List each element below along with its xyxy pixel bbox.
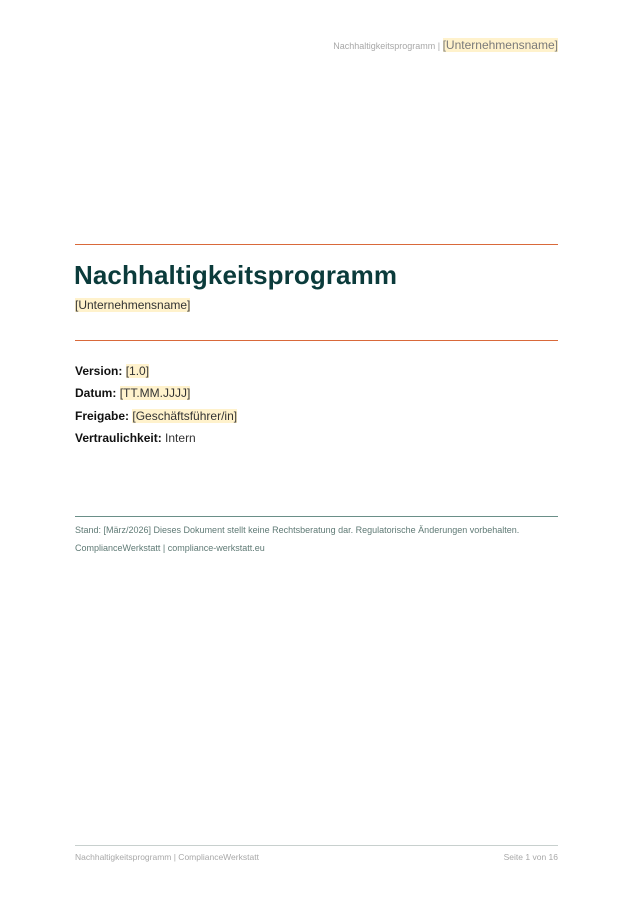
page-header (333, 38, 558, 52)
footer-rule (75, 845, 558, 846)
meta-label: Freigabe: (75, 409, 130, 423)
page-number: Seite 1 von 16 (503, 852, 558, 862)
disclaimer-text: Stand: [März/2026] Dieses Dokument stellt keine Rechtsberatung dar. Regulatorische Änderungen vorbehalten. (75, 525, 520, 535)
meta-value[interactable]: [Geschäftsführer/in] (132, 409, 238, 423)
meta-label: Vertraulichkeit: (75, 431, 162, 445)
header-company-placeholder[interactable]: [Unternehmensname] (442, 38, 558, 52)
header-doc-title: Nachhaltigkeitsprogramm (333, 41, 436, 51)
footer-left: Nachhaltigkeitsprogramm | ComplianceWerkstatt (75, 852, 259, 862)
meta-confidentiality (75, 431, 196, 445)
disclaimer-rule (75, 516, 558, 517)
title-top-rule (75, 244, 558, 245)
title-bottom-rule (75, 340, 558, 341)
meta-value[interactable]: [1.0] (125, 364, 150, 378)
meta-value[interactable]: [TT.MM.JJJJ] (119, 386, 191, 400)
meta-version (75, 364, 149, 378)
meta-date (75, 386, 190, 400)
meta-label: Datum: (75, 386, 117, 400)
document-title: Nachhaltigkeitsprogramm (74, 260, 398, 290)
brand-line: ComplianceWerkstatt | compliance-werkstatt.eu (75, 543, 265, 553)
company-placeholder[interactable]: [Unternehmensname] (75, 298, 191, 312)
header-separator: | (435, 41, 443, 51)
meta-value: Intern (165, 431, 196, 445)
meta-label: Version: (75, 364, 123, 378)
meta-approval (75, 409, 237, 423)
